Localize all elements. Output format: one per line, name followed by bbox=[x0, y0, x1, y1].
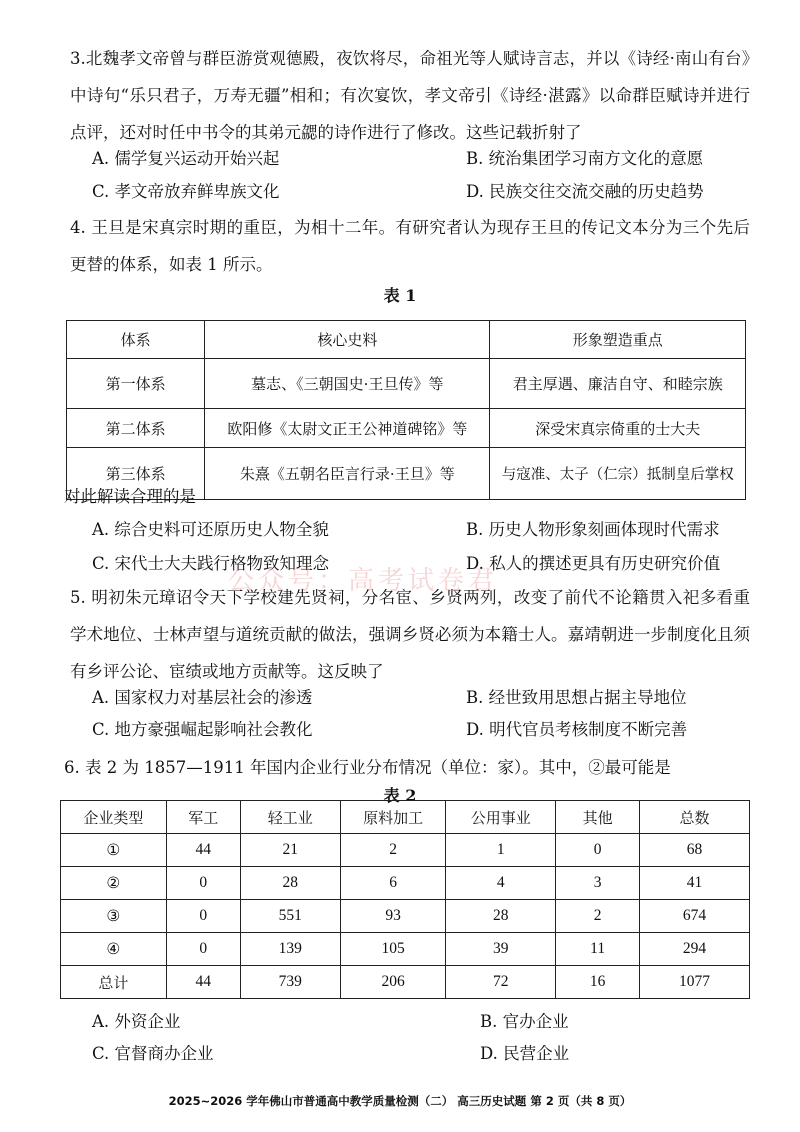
table-header-cell: 轻工业 bbox=[240, 801, 340, 834]
q4-prompt: 对此解读合理的是 bbox=[64, 487, 196, 506]
question-5-stem: 5. 明初朱元璋诏令天下学校建先贤祠，分名宦、乡贤两列，改变了前代不论籍贯入祀多看重学术地位、士林声望与道统贡献的做法，强调乡贤必须为本籍士人。嘉靖朝进一步制度化且须有乡评公论、宦绩或地方贡献等。这反映了 bbox=[70, 588, 750, 681]
table-cell: 第三体系 bbox=[67, 448, 205, 500]
q3-option-d: D. 民族交往交流交融的历史趋势 bbox=[466, 182, 704, 201]
table-cell: ② bbox=[61, 867, 167, 900]
table-header-cell: 军工 bbox=[166, 801, 240, 834]
table-cell: 68 bbox=[640, 834, 750, 867]
table-cell: 139 bbox=[240, 933, 340, 966]
table-cell: 2 bbox=[340, 834, 446, 867]
q6-option-c: C. 官督商办企业 bbox=[92, 1044, 214, 1063]
q3-option-a: A. 儒学复兴运动开始兴起 bbox=[92, 149, 280, 168]
table-2 bbox=[60, 800, 750, 999]
table-cell: 深受宋真宗倚重的士大夫 bbox=[490, 409, 746, 448]
q5-option-c: C. 地方豪强崛起影响社会教化 bbox=[92, 720, 313, 739]
question-6-stem: 6. 表 2 为 1857—1911 年国内企业行业分布情况（单位：家）。其中，②最可能是 bbox=[64, 758, 671, 777]
table-header-row bbox=[67, 321, 746, 359]
table-cell: 3 bbox=[556, 867, 640, 900]
q6-option-b: B. 官办企业 bbox=[480, 1012, 569, 1031]
q5-option-d: D. 明代官员考核制度不断完善 bbox=[466, 720, 688, 739]
table-cell: 72 bbox=[446, 966, 556, 999]
table-cell: 0 bbox=[166, 933, 240, 966]
q4-option-b: B. 历史人物形象刻画体现时代需求 bbox=[466, 520, 720, 539]
table-2-caption: 表 2 bbox=[383, 786, 417, 805]
table-cell: 28 bbox=[240, 867, 340, 900]
table-row bbox=[61, 867, 750, 900]
table-cell: 105 bbox=[340, 933, 446, 966]
table-cell: 739 bbox=[240, 966, 340, 999]
table-cell: 第一体系 bbox=[67, 359, 205, 409]
table-row bbox=[61, 966, 750, 999]
table-cell: 11 bbox=[556, 933, 640, 966]
q4-option-d: D. 私人的撰述更具有历史研究价值 bbox=[466, 554, 721, 573]
table-header-cell: 原料加工 bbox=[340, 801, 446, 834]
table-row bbox=[67, 409, 746, 448]
table-header-row bbox=[61, 801, 750, 834]
q4-option-c: C. 宋代士大夫践行格物致知理念 bbox=[92, 554, 330, 573]
q3-option-c: C. 孝文帝放弃鲜卑族文化 bbox=[92, 182, 280, 201]
table-cell: 294 bbox=[640, 933, 750, 966]
table-cell: 206 bbox=[340, 966, 446, 999]
table-row bbox=[61, 900, 750, 933]
table-1-caption: 表 1 bbox=[383, 286, 417, 305]
table-header-cell: 其他 bbox=[556, 801, 640, 834]
table-header-cell: 核心史料 bbox=[205, 321, 490, 359]
table-cell: 1 bbox=[446, 834, 556, 867]
table-row bbox=[61, 933, 750, 966]
table-cell: 第二体系 bbox=[67, 409, 205, 448]
table-cell: 551 bbox=[240, 900, 340, 933]
table-cell: 2 bbox=[556, 900, 640, 933]
table-1 bbox=[66, 320, 746, 500]
watermark: 公众号：高考试卷君 bbox=[228, 566, 499, 596]
table-header-cell: 总数 bbox=[640, 801, 750, 834]
table-cell: 16 bbox=[556, 966, 640, 999]
question-3-stem: 3.北魏孝文帝曾与群臣游赏观德殿，夜饮将尽，命祖光等人赋诗言志，并以《诗经·南山有台》中诗句“乐只君子，万寿无疆”相和；有次宴饮，孝文帝引《诗经·湛露》以命群臣赋诗并进行点评，还对时任中书令的其弟元勰的诗作进行了修改。这些记载折射了 bbox=[70, 49, 750, 142]
table-row bbox=[67, 359, 746, 409]
q6-option-a: A. 外资企业 bbox=[92, 1012, 181, 1031]
table-cell: 44 bbox=[166, 966, 240, 999]
table-header-cell: 形象塑造重点 bbox=[490, 321, 746, 359]
table-cell: 39 bbox=[446, 933, 556, 966]
table-cell: 674 bbox=[640, 900, 750, 933]
table-cell: 6 bbox=[340, 867, 446, 900]
question-4-stem: 4. 王旦是宋真宗时期的重臣，为相十二年。有研究者认为现存王旦的传记文本分为三个先后更替的体系，如表 1 所示。 bbox=[70, 218, 750, 274]
table-cell: 28 bbox=[446, 900, 556, 933]
q4-option-a: A. 综合史料可还原历史人物全貌 bbox=[92, 520, 329, 539]
table-cell: ③ bbox=[61, 900, 167, 933]
table-cell: 0 bbox=[556, 834, 640, 867]
table-cell: 与寇准、太子（仁宗）抵制皇后掌权 bbox=[490, 448, 746, 500]
table-cell: 1077 bbox=[640, 966, 750, 999]
q6-option-d: D. 民营企业 bbox=[480, 1044, 570, 1063]
table-header-cell: 企业类型 bbox=[61, 801, 167, 834]
page-footer: 2025~2026 学年佛山市普通高中教学质量检测（二） 高三历史试题 第 2 页（共 8 页） bbox=[168, 1094, 632, 1108]
table-header-cell: 公用事业 bbox=[446, 801, 556, 834]
table-cell: ④ bbox=[61, 933, 167, 966]
q5-option-a: A. 国家权力对基层社会的渗透 bbox=[92, 688, 313, 707]
table-header-cell: 体系 bbox=[67, 321, 205, 359]
table-cell: 4 bbox=[446, 867, 556, 900]
table-cell: 93 bbox=[340, 900, 446, 933]
table-cell: 44 bbox=[166, 834, 240, 867]
table-cell: 21 bbox=[240, 834, 340, 867]
table-cell: 朱熹《五朝名臣言行录·王旦》等 bbox=[205, 448, 490, 500]
table-cell: 欧阳修《太尉文正王公神道碑铭》等 bbox=[205, 409, 490, 448]
table-cell: 总计 bbox=[61, 966, 167, 999]
table-row bbox=[61, 834, 750, 867]
table-cell: ① bbox=[61, 834, 167, 867]
table-cell: 君主厚遇、廉洁自守、和睦宗族 bbox=[490, 359, 746, 409]
table-cell: 0 bbox=[166, 900, 240, 933]
table-cell: 墓志、《三朝国史·王旦传》等 bbox=[205, 359, 490, 409]
table-cell: 0 bbox=[166, 867, 240, 900]
table-cell: 41 bbox=[640, 867, 750, 900]
q3-option-b: B. 统治集团学习南方文化的意愿 bbox=[466, 149, 704, 168]
q5-option-b: B. 经世致用思想占据主导地位 bbox=[466, 688, 687, 707]
